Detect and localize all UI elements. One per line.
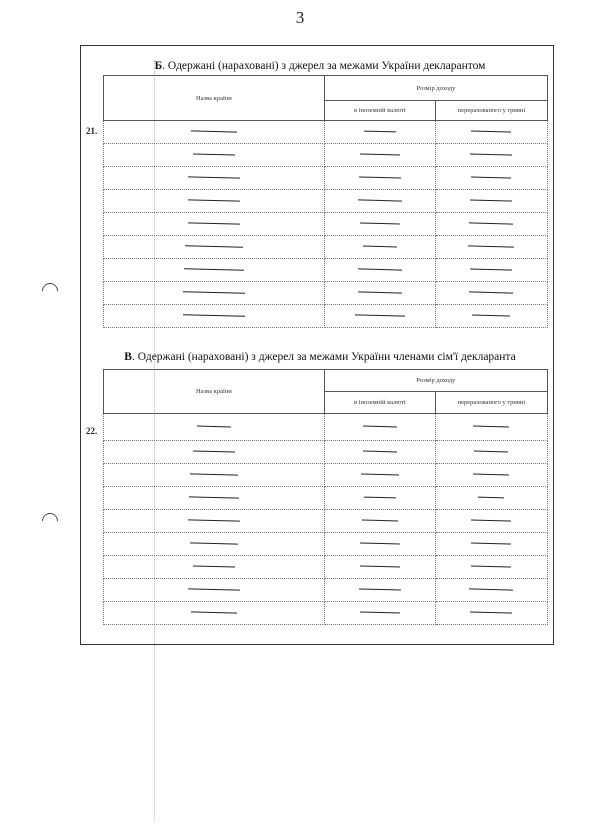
redaction-mark <box>471 520 511 522</box>
foreign-currency-cell <box>324 510 435 533</box>
foreign-currency-cell <box>324 259 435 282</box>
converted-uah-cell <box>435 533 547 556</box>
header-income-size: Розмір доходу <box>324 76 547 101</box>
table-row <box>104 510 548 533</box>
foreign-currency-cell <box>324 464 435 487</box>
converted-uah-cell <box>435 602 547 625</box>
country-cell <box>104 487 325 510</box>
table-row <box>104 487 548 510</box>
redaction-mark <box>361 474 399 476</box>
redaction-mark <box>471 543 511 545</box>
country-cell <box>104 441 325 464</box>
redaction-mark <box>471 566 511 568</box>
redaction-mark <box>362 520 398 522</box>
converted-uah-cell <box>435 190 547 213</box>
redaction-mark <box>364 131 396 133</box>
redaction-mark <box>472 315 510 317</box>
section-b-table <box>103 75 548 328</box>
table-row <box>104 259 548 282</box>
header-converted-uah: перерахованого у гривні <box>435 392 547 414</box>
foreign-currency-cell <box>324 441 435 464</box>
foreign-currency-cell <box>324 121 435 144</box>
redaction-mark <box>183 292 245 295</box>
converted-uah-cell <box>435 144 547 167</box>
redaction-mark <box>193 154 235 156</box>
table-row <box>104 213 548 236</box>
country-cell <box>104 510 325 533</box>
converted-uah-cell <box>435 556 547 579</box>
redaction-mark <box>190 474 238 476</box>
redaction-mark <box>469 589 513 591</box>
redaction-mark <box>358 269 402 271</box>
table-row <box>104 464 548 487</box>
foreign-currency-cell <box>324 487 435 510</box>
header-foreign-currency: в іноземній валюті <box>324 392 435 414</box>
redaction-mark <box>188 520 240 523</box>
converted-uah-cell <box>435 259 547 282</box>
redaction-mark <box>358 292 402 294</box>
table-row <box>104 167 548 190</box>
foreign-currency-cell <box>324 556 435 579</box>
table-row <box>104 282 548 305</box>
section-b-title <box>100 60 540 72</box>
foreign-currency-cell <box>324 533 435 556</box>
redaction-mark <box>363 426 397 428</box>
converted-uah-cell <box>435 282 547 305</box>
foreign-currency-cell <box>324 236 435 259</box>
converted-uah-cell <box>435 441 547 464</box>
country-cell <box>104 464 325 487</box>
redaction-mark <box>469 223 513 225</box>
foreign-currency-cell <box>324 190 435 213</box>
foreign-currency-cell <box>324 213 435 236</box>
section-v-title-text: . Одержані (нараховані) з джерел за межами України членами сім'ї декларанта <box>131 351 516 363</box>
punch-hole-bottom <box>39 510 62 533</box>
redaction-mark <box>360 154 400 156</box>
section-b-row-number: 21. <box>86 126 98 136</box>
redaction-mark <box>360 223 400 225</box>
redaction-mark <box>191 612 237 614</box>
redaction-mark <box>360 612 400 614</box>
redaction-mark <box>188 177 240 180</box>
country-cell <box>104 556 325 579</box>
redaction-mark <box>473 474 509 476</box>
country-cell <box>104 190 325 213</box>
foreign-currency-cell <box>324 282 435 305</box>
redaction-mark <box>470 200 512 202</box>
redaction-mark <box>478 497 504 499</box>
country-cell <box>104 414 325 441</box>
redaction-mark <box>197 426 231 428</box>
foreign-currency-cell <box>324 579 435 602</box>
country-cell <box>104 236 325 259</box>
header-income-size: Розмір доходу <box>324 370 547 392</box>
redaction-mark <box>363 451 397 453</box>
country-cell <box>104 579 325 602</box>
section-b-title-text: . Одержані (нараховані) з джерел за межами України декларантом <box>162 60 486 72</box>
header-foreign-currency: в іноземній валюті <box>324 101 435 121</box>
converted-uah-cell <box>435 213 547 236</box>
table-row <box>104 236 548 259</box>
country-cell <box>104 533 325 556</box>
table-row <box>104 556 548 579</box>
converted-uah-cell <box>435 510 547 533</box>
converted-uah-cell <box>435 464 547 487</box>
redaction-mark <box>363 246 397 248</box>
redaction-mark <box>364 497 396 499</box>
redaction-mark <box>189 497 239 499</box>
country-cell <box>104 213 325 236</box>
header-country: Назва країни <box>104 370 325 414</box>
converted-uah-cell <box>435 167 547 190</box>
converted-uah-cell <box>435 579 547 602</box>
redaction-mark <box>360 566 400 568</box>
section-v-row-number: 22. <box>86 426 98 436</box>
redaction-mark <box>355 315 405 317</box>
header-converted-uah: перерахованого у гривні <box>435 101 547 121</box>
redaction-mark <box>468 246 514 248</box>
redaction-mark <box>185 246 243 249</box>
redaction-mark <box>188 589 240 592</box>
redaction-mark <box>184 269 244 272</box>
converted-uah-cell <box>435 305 547 328</box>
country-cell <box>104 259 325 282</box>
redaction-mark <box>193 451 235 453</box>
redaction-mark <box>190 543 238 545</box>
converted-uah-cell <box>435 121 547 144</box>
table-row <box>104 602 548 625</box>
redaction-mark <box>469 292 513 294</box>
foreign-currency-cell <box>324 167 435 190</box>
redaction-mark <box>470 612 512 614</box>
converted-uah-cell <box>435 414 547 441</box>
foreign-currency-cell <box>324 305 435 328</box>
redaction-mark <box>360 543 400 545</box>
section-v-title <box>100 351 540 363</box>
country-cell <box>104 602 325 625</box>
country-cell <box>104 121 325 144</box>
redaction-mark <box>183 315 245 318</box>
redaction-mark <box>471 131 511 133</box>
redaction-mark <box>474 451 508 453</box>
redaction-mark <box>473 426 509 428</box>
table-row <box>104 305 548 328</box>
foreign-currency-cell <box>324 602 435 625</box>
redaction-mark <box>188 200 240 203</box>
table-row <box>104 579 548 602</box>
redaction-mark <box>359 177 401 179</box>
country-cell <box>104 167 325 190</box>
table-row <box>104 441 548 464</box>
redaction-mark <box>188 223 240 226</box>
table-row <box>104 190 548 213</box>
table-row <box>104 144 548 167</box>
table-row <box>104 121 548 144</box>
redaction-mark <box>358 200 402 202</box>
section-v-table <box>103 369 548 625</box>
foreign-currency-cell <box>324 414 435 441</box>
country-cell <box>104 144 325 167</box>
country-cell <box>104 282 325 305</box>
section-b-letter: Б <box>154 60 163 72</box>
redaction-mark <box>193 566 235 568</box>
redaction-mark <box>470 154 512 156</box>
redaction-mark <box>359 589 401 591</box>
table-row <box>104 533 548 556</box>
redaction-mark <box>191 131 237 133</box>
header-country: Назва країни <box>104 76 325 121</box>
foreign-currency-cell <box>324 144 435 167</box>
punch-hole-top <box>39 280 62 303</box>
country-cell <box>104 305 325 328</box>
redaction-mark <box>471 177 511 179</box>
converted-uah-cell <box>435 487 547 510</box>
converted-uah-cell <box>435 236 547 259</box>
redaction-mark <box>470 269 512 271</box>
page-number: 3 <box>295 8 305 27</box>
section-v-letter: В <box>124 351 132 363</box>
table-row <box>104 414 548 441</box>
